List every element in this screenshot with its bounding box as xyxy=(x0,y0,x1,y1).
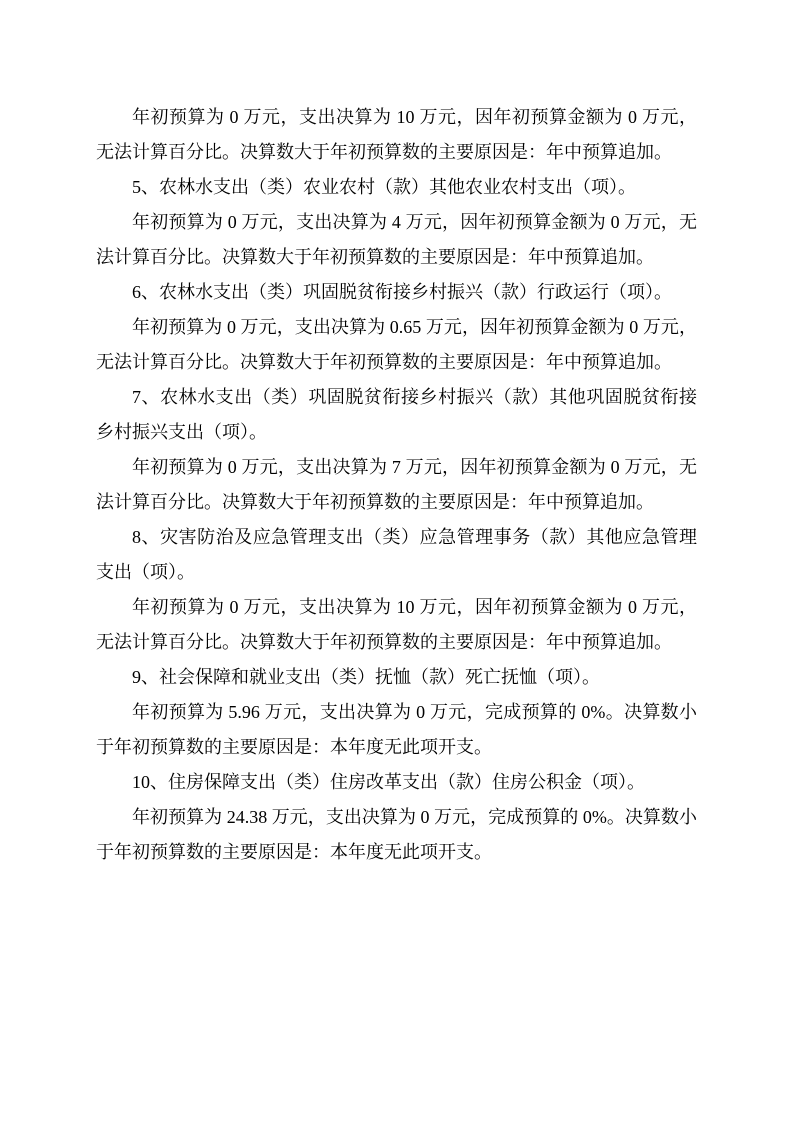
paragraph: 5、农林水支出（类）农业农村（款）其他农业农村支出（项）。 xyxy=(132,177,636,197)
paragraph: 年初预算为 0 万元，支出决算为 7 万元，因年初预算金额为 0 万元，无法计算百分比。决算数大于年初预算数的主要原因是：年中预算追加。 xyxy=(96,457,697,512)
paragraph: 年初预算为 0 万元，支出决算为 4 万元，因年初预算金额为 0 万元，无法计算百分比。决算数大于年初预算数的主要原因是：年中预算追加。 xyxy=(96,212,697,267)
paragraph: 7、农林水支出（类）巩固脱贫衔接乡村振兴（款）其他巩固脱贫衔接乡村振兴支出（项）。 xyxy=(96,387,697,442)
paragraph: 年初预算为 0 万元，支出决算为 10 万元，因年初预算金额为 0 万元，无法计算百分比。决算数大于年初预算数的主要原因是：年中预算追加。 xyxy=(96,597,697,652)
document-body xyxy=(96,100,697,870)
paragraph: 年初预算为 5.96 万元，支出决算为 0 万元，完成预算的 0%。决算数小于年初预算数的主要原因是：本年度无此项开支。 xyxy=(96,702,697,757)
paragraph: 年初预算为 0 万元，支出决算为 0.65 万元，因年初预算金额为 0 万元，无法计算百分比。决算数大于年初预算数的主要原因是：年中预算追加。 xyxy=(96,317,697,372)
paragraph: 8、灾害防治及应急管理支出（类）应急管理事务（款）其他应急管理支出（项）。 xyxy=(96,527,697,582)
paragraph: 6、农林水支出（类）巩固脱贫衔接乡村振兴（款）行政运行（项）。 xyxy=(132,282,672,302)
paragraph: 10、住房保障支出（类）住房改革支出（款）住房公积金（项）。 xyxy=(132,772,645,792)
paragraph: 年初预算为 0 万元，支出决算为 10 万元，因年初预算金额为 0 万元，无法计算百分比。决算数大于年初预算数的主要原因是：年中预算追加。 xyxy=(96,107,697,162)
paragraph: 9、社会保障和就业支出（类）抚恤（款）死亡抚恤（项）。 xyxy=(132,667,600,687)
paragraph: 年初预算为 24.38 万元，支出决算为 0 万元，完成预算的 0%。决算数小于年初预算数的主要原因是：本年度无此项开支。 xyxy=(96,807,697,862)
